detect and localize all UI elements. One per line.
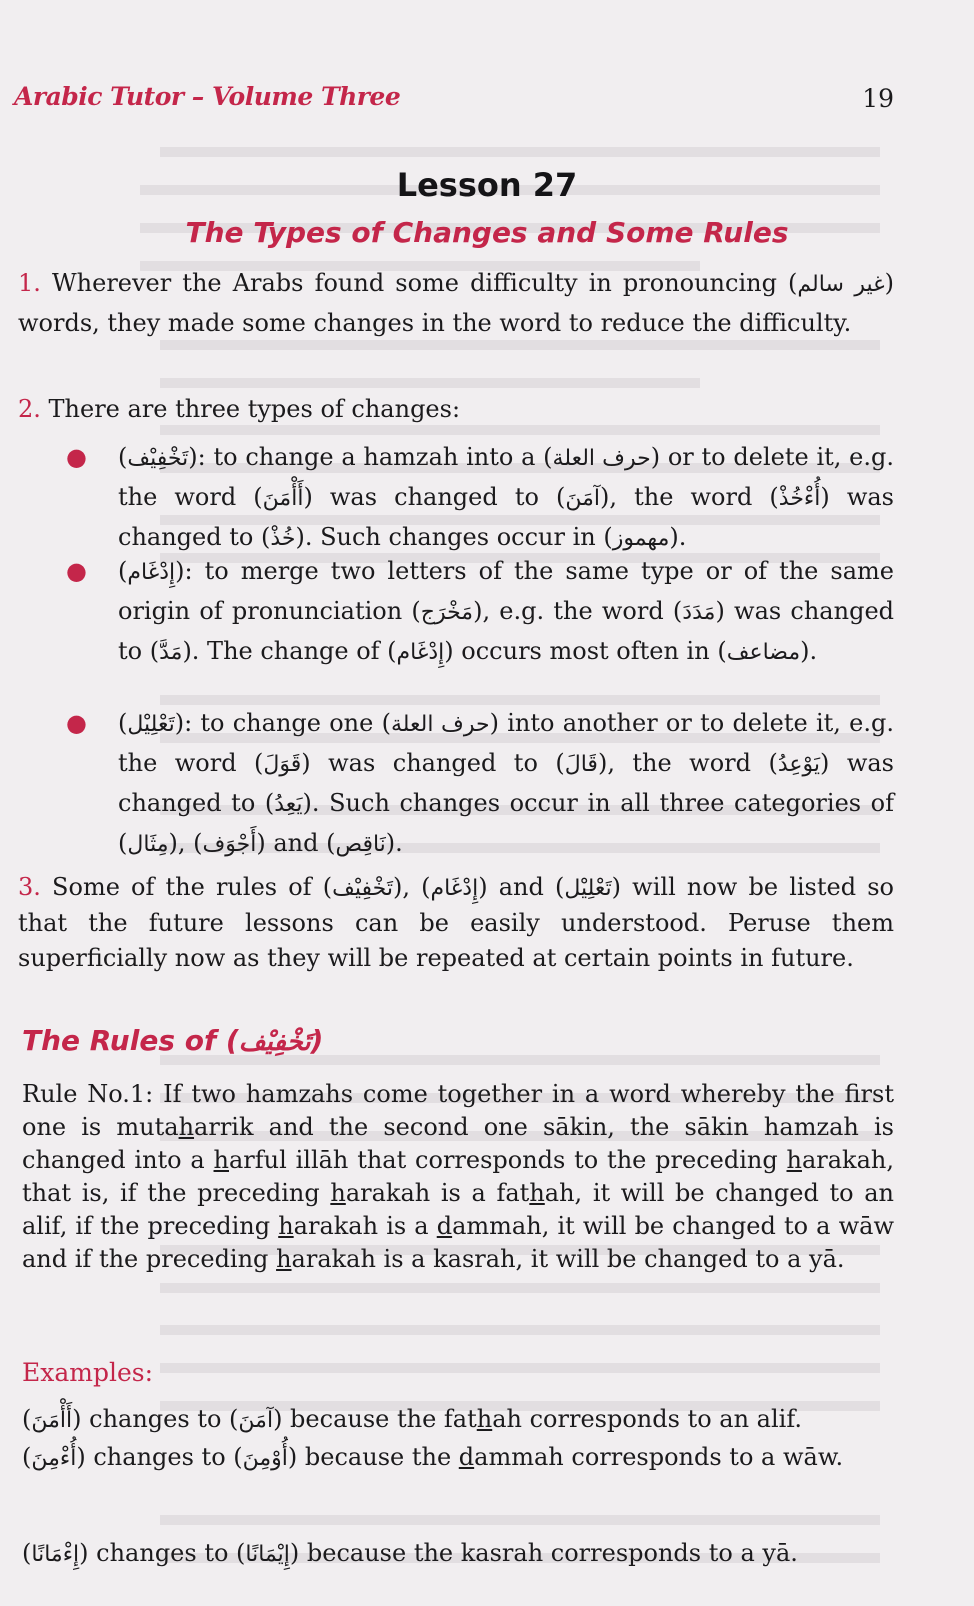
bullet-dot-icon: ● [66,443,87,471]
bullet-takhfif: ● (تَخْفِيْف): to change a hamzah into a (حرف العلة) or to delete it, e.g. the word (أَأْمَنَ) was changed to (آمَنَ), the word (أُءْخُذْ) was changed to (خُذْ). Such changes occur in (مهموز). [118,438,894,558]
arabic-term: غير سالم [797,272,885,297]
page-header [14,82,944,122]
arabic-term: تَخْفِيْف [127,446,189,471]
arabic-term: مضاعف [726,640,801,665]
rules-heading [22,1024,323,1057]
text: ), e.g. the word ( [473,597,683,625]
text: Wherever the Arabs found some difficulty in pronouncing ( [40,269,798,297]
arabic-term: تَعْلِيْل [127,712,175,737]
point-1-paragraph [18,264,894,342]
point-3-paragraph [18,870,894,976]
point-number: 2. [18,395,41,423]
arabic-term: قَوَلَ [263,752,302,777]
bullet-dot-icon: ● [66,557,87,585]
arabic-term: مَدَّ [159,640,183,665]
text: ), the word ( [600,483,779,511]
underlined-letter: h [529,1179,545,1207]
text: ): to change a hamzah into a ( [188,443,553,471]
text: ) words, they made some changes in the word to reduce the difficulty. [18,269,894,337]
text: The Rules of ( [22,1024,239,1057]
underlined-letter: d [436,1212,453,1240]
point-number: 3. [18,873,41,901]
text: ), ( [392,873,431,901]
text: ) was changed to ( [118,483,894,551]
text: ah, it will be changed to an alif, if the preceding [22,1179,894,1240]
arabic-term: إِدْغَام [396,640,445,665]
text: ) and ( [478,873,565,901]
text: ammah corresponds to a wāw. [474,1443,844,1471]
text: arful illāh that corresponds to the preceding [229,1146,787,1174]
text: ). The change of ( [182,637,397,665]
text: ). Such changes occur in ( [295,523,613,551]
text: arakah, that is, if the preceding [22,1146,894,1207]
underlined-letter: h [330,1179,346,1207]
underlined-letter: h [276,1245,292,1273]
bullet-idgham: ● (إِدْغَام): to merge two letters of the same type or of the same origin of pronunciation (مَخْرَج), e.g. the word (مَدَدَ) was changed to (مَدَّ). The change of (إِدْغَام) occurs most often in (مضاعف). [118,552,894,672]
page-number: 19 [862,84,894,113]
text: ), the word ( [597,749,778,777]
text: arakah is a kasrah, it will be changed to a yā. [291,1245,845,1273]
lesson-subtitle: The Types of Changes and Some Rules [185,216,789,249]
text: ) changes to ( [76,1443,243,1471]
arabic-term: أُءْمِنَ [31,1446,77,1471]
text: ) was changed to ( [301,749,565,777]
arabic-term: أُءْخُذْ [778,486,821,511]
arabic-term: حرف العلة [552,446,651,471]
underlined-letter: h [178,1113,195,1141]
rule-1-paragraph [22,1078,894,1276]
arabic-term: إِدْغَام [430,876,479,901]
underlined-letter: h [786,1146,802,1174]
example-2: (أُءْمِنَ) changes to (أُوْمِنَ) because the dammah corresponds to a wāw. [22,1443,844,1471]
text: ): to merge two letters of the same type or of the same origin of pronunciation ( [118,557,894,625]
text: ). [385,829,403,857]
text: ). [800,637,818,665]
text: ) [310,1024,324,1057]
point-2-paragraph [18,390,894,428]
text: ) was changed to ( [118,597,895,665]
text: arakah is a fat [345,1179,530,1207]
text: arakah is a [293,1212,437,1240]
arabic-term: حرف العلة [390,712,490,737]
arabic-term: إِيْمَانًا [245,1542,290,1567]
arabic-term: تَعْلِيْل [564,876,612,901]
text: ) changes to ( [79,1539,246,1567]
text: ) or to delete it, e.g. the word ( [118,443,894,511]
arabic-term: آمَنَ [565,486,601,511]
example-1: (أَأْمَنَ) changes to (آمَنَ) because the fathah corresponds to an alif. [22,1405,802,1433]
text: ) changes to ( [72,1405,239,1433]
bullet-dot-icon: ● [66,709,87,737]
text: arrik and the second one sākin, the sākin hamzah is changed into a [22,1113,895,1174]
text: ) occurs most often in ( [444,637,727,665]
text: ): to change one ( [174,709,391,737]
text: ) was changed to ( [118,749,894,817]
arabic-term: مَدَدَ [682,600,716,625]
text: ). [669,523,687,551]
example-3: (إِءْمَانًا) changes to (إِيْمَانًا) because the kasrah corresponds to a yā. [22,1539,798,1567]
arabic-term: أُوْمِنَ [242,1446,288,1471]
text: Rule No.1: If two hamzahs come together in a word whereby the first one is muta [22,1080,894,1141]
text: ) and ( [256,829,336,857]
arabic-term: أَأْمَنَ [262,486,304,511]
arabic-term: إِدْغَام [127,560,176,585]
arabic-term: تَخْفِيْف [332,876,393,901]
underlined-letter: h [278,1212,294,1240]
arabic-term: آمَنَ [238,1408,274,1433]
arabic-term: أَجْوَف [202,832,257,857]
underlined-letter: h [213,1146,229,1174]
text: ), ( [168,829,203,857]
underlined-letter: d [458,1443,475,1471]
text: ) because the kasrah corresponds to a yā. [289,1539,798,1567]
arabic-term: قَالَ [564,752,598,777]
point-number: 1. [18,269,41,297]
arabic-term: أَأْمَنَ [31,1408,73,1433]
text: ) because the [287,1443,459,1471]
text: Some of the rules of ( [40,873,333,901]
text: ) into another or to delete it, e.g. the word ( [118,709,894,777]
arabic-term: مِثَال [127,832,169,857]
lesson-title: Lesson 27 [396,166,578,204]
examples-heading: Examples: [22,1358,154,1387]
text: There are three types of changes: [40,395,461,423]
text: ) will now be listed so that the future lessons can be easily understood. Peruse them superficially now as they will be repeated at certain points in future. [18,873,894,972]
text: ) was changed to ( [303,483,566,511]
text: ah corresponds to an alif. [492,1405,802,1433]
text: ammah, it will be changed to a wāw and if the preceding [22,1212,895,1273]
arabic-term: يَوْعِدُ [777,752,820,777]
bullet-talil: ● (تَعْلِيْل): to change one (حرف العلة) into another or to delete it, e.g. the word (قَوَلَ) was changed to (قَالَ), the word (يَوْعِدُ) was changed to (يَعِدُ). Such changes occur in all three categories of (مِثَال), (أَجْوَف) and (نَاقِص). [118,704,894,864]
arabic-term: مهموز [612,526,670,551]
arabic-term: تَخْفِيْف [238,1027,311,1057]
arabic-term: مَخْرَج [420,600,474,625]
book-title: Arabic Tutor – Volume Three [14,82,401,111]
arabic-term: نَاقِص [335,832,386,857]
text: ) because the fat [273,1405,477,1433]
text: ). Such changes occur in all three categories of ( [118,789,895,857]
arabic-term: إِءْمَانًا [31,1542,80,1567]
underlined-letter: h [476,1405,493,1433]
arabic-term: خُذْ [270,526,296,551]
arabic-term: يَعِدُ [274,792,303,817]
